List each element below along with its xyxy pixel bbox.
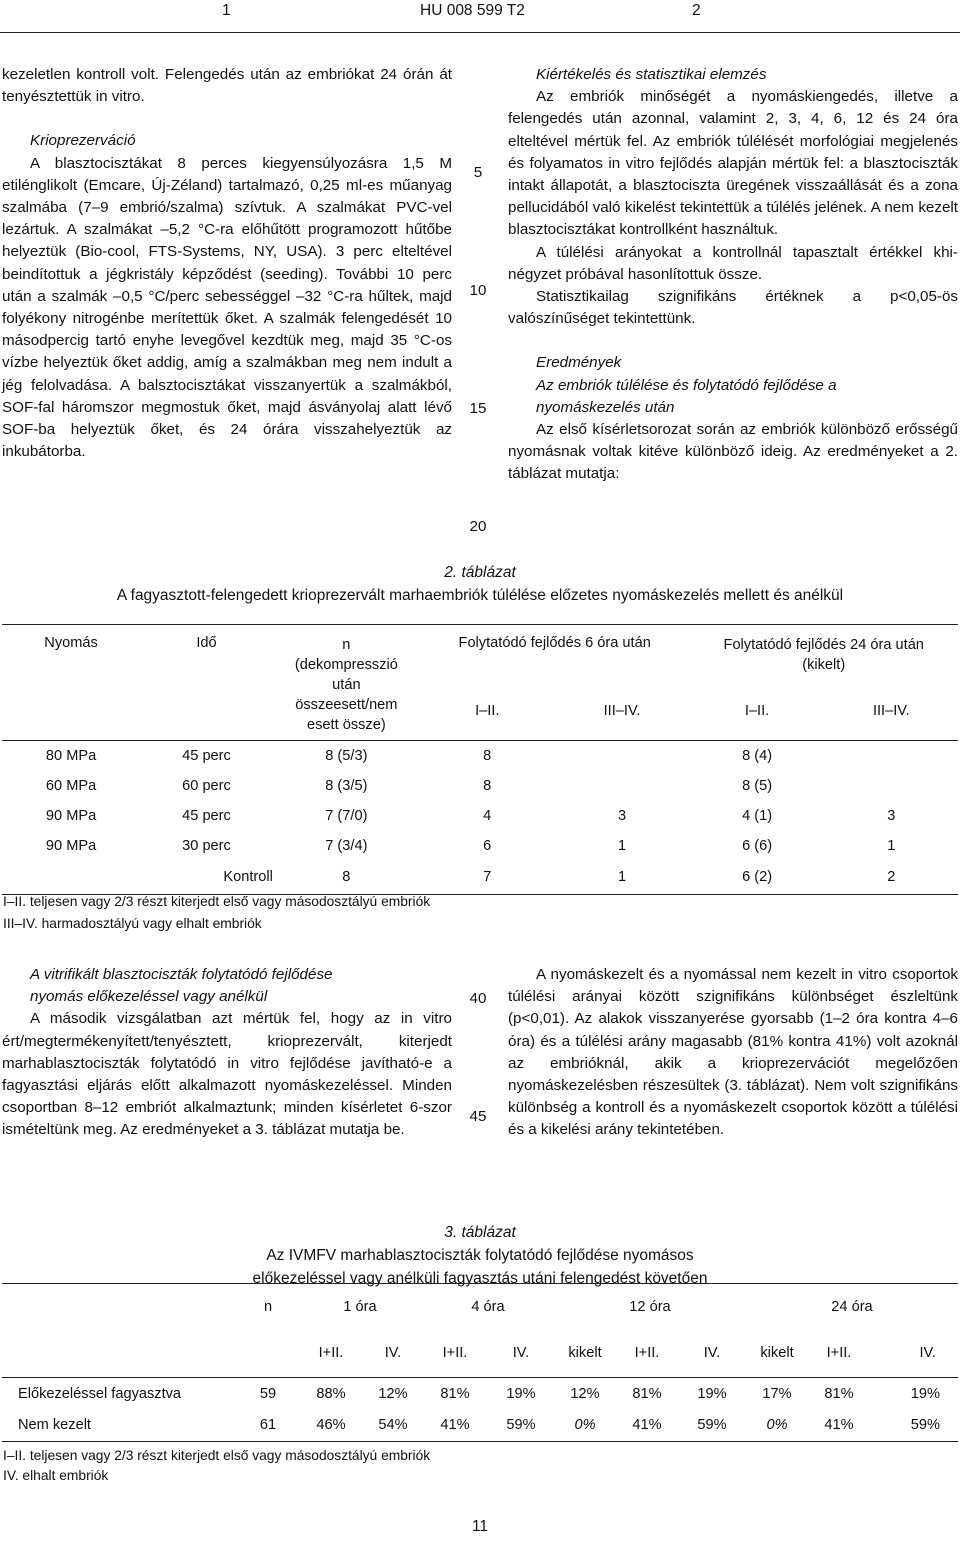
t3-cell: 41% bbox=[632, 1417, 662, 1434]
t3-sub-header: IV. bbox=[703, 1345, 721, 1362]
t2-cell: 8 bbox=[483, 777, 492, 794]
t2-sub-header: III–IV. bbox=[603, 703, 641, 720]
t2-cell: 7 (3/4) bbox=[325, 837, 368, 854]
t2-cell: 8 (4) bbox=[742, 747, 773, 764]
t3-header-n: n bbox=[263, 1298, 273, 1315]
t3-row-label: Előkezeléssel fagyasztva bbox=[18, 1385, 182, 1402]
t2-cell: 90 MPa bbox=[45, 837, 97, 854]
t3-cell: 19% bbox=[697, 1385, 727, 1402]
t3-cell: 61 bbox=[259, 1417, 277, 1434]
t3-header-empty bbox=[2, 1284, 238, 1378]
t2-cell: 7 bbox=[483, 869, 492, 886]
t3-cell: 81% bbox=[440, 1385, 470, 1402]
left-paragraph-1: kezeletlen kontroll volt. Felengedés után az embriókat 24 órán át tenyésztettük in vitro. bbox=[2, 66, 452, 106]
cryo-heading: Krioprezerváció bbox=[30, 132, 136, 150]
t3-cell: 17% bbox=[762, 1385, 792, 1402]
t2-cell: 90 MPa bbox=[45, 807, 97, 824]
t3-header-4h: 4 óra bbox=[471, 1298, 505, 1315]
vitrification-heading-1: A vitrifikált blasztociszták folytatódó fejlődése bbox=[30, 966, 333, 983]
right-page-number: 2 bbox=[692, 2, 701, 19]
t2-header-n: n (dekompresszió után összeesett/nem esett össze) bbox=[273, 625, 420, 741]
t3-sub-header: IV. bbox=[919, 1345, 936, 1362]
t3-cell: 59% bbox=[506, 1417, 536, 1434]
evaluation-paragraph: Az embriók minőségét a nyomáskiengedés, illetve a felengedés után azonnal, valamint 2, 3, 4, 6, 12 és 24 óra elteltével mértük fel. Az embriók túlélését morfológiai megjelenés és folyamatos in vitro fejlődés alapján mértük fel: a blasztociszták intakt állapotát, a blasztociszta üregének visszaállását és a zona pellucidából való kikelést tekintettük a túlélés jelének. A nem kezelt blasztocisztákat kontrollként használtuk. bbox=[508, 88, 958, 239]
t2-cell: 60 perc bbox=[182, 777, 231, 794]
t2-cell: 2 bbox=[887, 869, 896, 886]
t3-header-24h: 24 óra bbox=[831, 1298, 873, 1315]
t2-cell: 1 bbox=[617, 837, 627, 854]
t3-cell: 81% bbox=[632, 1385, 662, 1402]
t2-header-time: Idő bbox=[140, 625, 273, 741]
t2-cell: 1 bbox=[887, 837, 896, 854]
t3-header-12h: 12 óra bbox=[629, 1298, 671, 1315]
table3-label: 3. táblázat bbox=[444, 1224, 516, 1241]
t2-cell: 6 (2) bbox=[742, 869, 773, 886]
t3-cell: 41% bbox=[440, 1417, 470, 1434]
t2-cell: 3 bbox=[617, 807, 627, 824]
t2-cell: 8 (3/5) bbox=[325, 777, 368, 794]
t3-sub-header: I+II. bbox=[634, 1345, 660, 1362]
t2-cell: 8 (5/3) bbox=[325, 747, 368, 764]
t2-header-dev24: Folytatódó fejlődés 24 óra után (kikelt) bbox=[723, 637, 924, 673]
t2-cell: 8 (5) bbox=[742, 777, 773, 794]
t3-sub-header: kikelt bbox=[568, 1345, 602, 1362]
t3-cell: 54% bbox=[378, 1417, 408, 1434]
t2-sub-header: I–II. bbox=[475, 703, 500, 720]
results-paragraph: Az első kísérletsorozat során az embriók különböző erősségű nyomásnak voltak kitéve különböző ideig. Az eredményeket a 2. táblázat mutatja: bbox=[508, 421, 958, 483]
t3-cell: 0% bbox=[766, 1417, 788, 1434]
t2-cell: 45 perc bbox=[182, 807, 231, 824]
t2-cell: 30 perc bbox=[182, 837, 231, 854]
results-subheading-2: nyomáskezelés után bbox=[536, 398, 675, 416]
t3-cell: 19% bbox=[506, 1385, 536, 1402]
line-number-5: 5 bbox=[473, 164, 483, 181]
t2-sub-header: I–II. bbox=[744, 703, 770, 720]
t3-sub-header: kikelt bbox=[760, 1345, 794, 1362]
lower-right-column bbox=[508, 964, 958, 1142]
t3-sub-header: IV. bbox=[512, 1345, 530, 1362]
cryo-paragraph: A blasztocisztákat 8 perces kiegyensúlyozásra 1,5 M etilénglikolt (Emcare, Új-Zéland) tartalmazó, 0,25 ml-es műanyag szalmába (7–9 embrió/szalma) szívtuk. A szalmákat PVC-vel lezártuk. A szalmákat –5,2 °C-ra előhűtött programozott hűtőbe helyeztük (Bio-cool, FTS-Systems, NY, USA). 3 perc elteltével beindítottuk a jégkristály képződést (seeding). További 10 perc után a szalmák –0,5 °C/perc sebességgel –32 °C-ra hűltek, majd folyékony nitrogénbe merítettük őket. A szalmák felengedését 10 másodpercig tartó enyhe levegővel kezdtük meg, majd 35 °C-os vízbe helyeztük őket addig, amíg a szalmákban meg nem indult a jég felolvadása. A balsztocisztákat visszanyertük a szalmákból, SOF-fal háromszor megmostuk őket, majd ásványolaj alatt lévő SOF-ba helyeztük őket, és 24 órára visszahelyeztük az inkubátorba. bbox=[2, 154, 452, 461]
t2-sub-header: III–IV. bbox=[872, 703, 910, 720]
evaluation-heading: Kiértékelés és statisztikai elemzés bbox=[536, 66, 767, 83]
t2-note-1: I–II. teljesen vagy 2/3 részt kiterjedt első vagy másodosztályú embriók bbox=[3, 894, 431, 909]
table-row bbox=[2, 801, 958, 831]
t3-cell: 12% bbox=[378, 1385, 408, 1402]
t2-cell bbox=[825, 741, 958, 771]
vitrification-heading-2: nyomás előkezeléssel vagy anélkül bbox=[30, 988, 268, 1006]
table-2 bbox=[2, 624, 958, 895]
table-row bbox=[2, 741, 958, 771]
table-row bbox=[2, 831, 958, 861]
results-heading: Eredmények bbox=[536, 354, 622, 372]
line-number-10: 10 bbox=[469, 282, 487, 299]
t3-cell: 88% bbox=[316, 1385, 346, 1402]
t2-cell: 8 bbox=[342, 869, 351, 886]
results-subheading-1: Az embriók túlélése és folytatódó fejlődése a bbox=[536, 376, 837, 394]
t3-cell: 81% bbox=[824, 1385, 854, 1402]
left-page-number: 1 bbox=[222, 2, 231, 19]
left-column bbox=[2, 64, 452, 463]
t2-cell: 6 bbox=[483, 837, 492, 854]
line-number-15: 15 bbox=[469, 400, 487, 417]
t2-cell: 60 MPa bbox=[45, 777, 97, 794]
t3-cell: 59% bbox=[910, 1417, 940, 1434]
t3-cell: 59% bbox=[697, 1417, 727, 1434]
table-row bbox=[2, 1378, 958, 1410]
t3-cell: 19% bbox=[910, 1385, 940, 1402]
t3-sub-header: I+II. bbox=[826, 1345, 852, 1362]
t2-header-pressure: Nyomás bbox=[2, 625, 140, 741]
right-column bbox=[508, 64, 958, 486]
table2-title: A fagyasztott-felengedett krioprezervált marhaembriók túlélése előzetes nyomáskezelés mellett és anélkül bbox=[116, 587, 844, 604]
chi-square-paragraph: A túlélési arányokat a kontrollnál tapasztalt értékkel khi-négyzet próbával hasonlítottuk össze. bbox=[508, 243, 958, 283]
t2-cell: 8 bbox=[483, 747, 492, 764]
table3-title-1: Az IVMFV marhablasztociszták folytatódó fejlődése nyomásos bbox=[266, 1247, 694, 1264]
t2-cell: 45 perc bbox=[182, 747, 231, 764]
significance-result-paragraph: A nyomáskezelt és a nyomással nem kezelt in vitro csoportok túlélési arányai között szignifikáns különbséget észleltünk (p<0,01). Az alakok visszanyerése gyorsabb (1–2 óra kontra 4–6 óra) és a túlélési arány magasabb (81% kontra 41%) volt azoknál az embrióknál, akik a krioprezervációt megelőzően nyomáskezelésben részesültek (3. táblázat). Nem volt szignifikáns különbség a kontroll és a nyomáskezelt csoportok között a túlélési és a kikelési arány tekintetében. bbox=[508, 966, 958, 1139]
t2-cell: 4 bbox=[483, 807, 492, 824]
t2-cell: 3 bbox=[887, 807, 896, 824]
line-number-40: 40 bbox=[469, 990, 487, 1007]
t2-cell bbox=[555, 741, 690, 771]
t3-sub-header: I+II. bbox=[442, 1345, 468, 1362]
t2-cell: 6 (6) bbox=[742, 837, 773, 854]
table-3 bbox=[2, 1283, 958, 1442]
t3-cell: 41% bbox=[824, 1417, 854, 1434]
t2-cell: 1 bbox=[617, 869, 627, 886]
table-row-control bbox=[2, 861, 958, 895]
table-row bbox=[2, 1410, 958, 1442]
significance-paragraph: Statisztikailag szignifikáns értéknek a p<0,05-ös valószínűséget tekintettünk. bbox=[508, 288, 958, 328]
t3-note-1: I–II. teljesen vagy 2/3 részt kiterjedt első vagy másodosztályú embriók bbox=[3, 1448, 431, 1463]
t2-cell: 4 (1) bbox=[742, 807, 773, 824]
page-number: 11 bbox=[471, 1518, 489, 1535]
table3-title-2: előkezeléssel vagy anélküli fagyasztás utáni felengedést követően bbox=[252, 1270, 708, 1287]
t2-header-dev6: Folytatódó fejlődés 6 óra után bbox=[458, 635, 651, 651]
t3-sub-header: IV. bbox=[384, 1345, 402, 1362]
t3-note-2: IV. elhalt embriók bbox=[3, 1468, 109, 1483]
t2-cell bbox=[555, 771, 690, 801]
t3-row-label: Nem kezelt bbox=[18, 1417, 91, 1434]
header-rule bbox=[0, 32, 960, 33]
table-row bbox=[2, 771, 958, 801]
line-number-20: 20 bbox=[469, 518, 487, 535]
t2-note-2: III–IV. harmadosztályú vagy elhalt embriók bbox=[3, 916, 262, 931]
t2-cell: 7 (7/0) bbox=[325, 807, 368, 824]
line-number-45: 45 bbox=[469, 1108, 487, 1125]
t3-cell: 46% bbox=[316, 1417, 346, 1434]
t2-control-label: Kontroll bbox=[223, 869, 273, 886]
lower-left-column bbox=[2, 964, 452, 1142]
t3-header-1h: 1 óra bbox=[343, 1298, 377, 1315]
document-id: HU 008 599 T2 bbox=[420, 2, 525, 19]
t3-cell: 0% bbox=[574, 1417, 596, 1434]
t3-sub-header: I+II. bbox=[318, 1345, 344, 1362]
t3-cell: 12% bbox=[570, 1385, 600, 1402]
t2-cell: 80 MPa bbox=[45, 747, 97, 764]
table2-label: 2. táblázat bbox=[444, 564, 516, 581]
t3-cell: 59 bbox=[259, 1385, 277, 1402]
t2-cell bbox=[825, 771, 958, 801]
vitrification-paragraph: A második vizsgálatban azt mértük fel, hogy az in vitro ért/megtermékenyített/tenyésztett, krioprezervált, kiterjedt marhablasztociszták folytatódó in vitro fejlődése javítható-e a fagyasztási eljárás előtt alkalmazott nyomáskezeléssel. Minden csoportban 8–12 embriót alkalmaztunk; minden kísérletet 6-szor ismételtünk meg. Az eredményeket a 3. táblázat mutatja be. bbox=[2, 1010, 452, 1139]
t3-header-blank bbox=[238, 1330, 298, 1378]
